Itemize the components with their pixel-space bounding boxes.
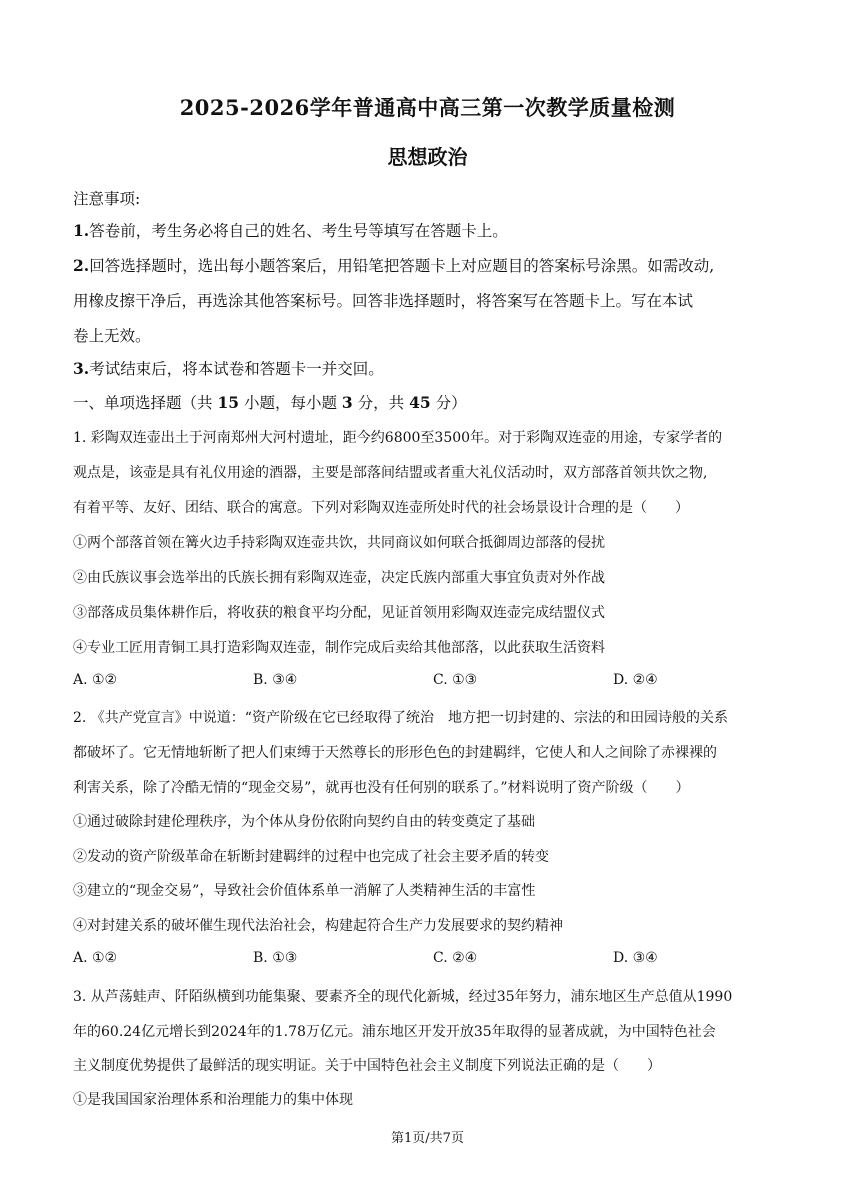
question-1-stem: 1. 彩陶双连壶出土于河南郑州大河村遗址，距今约6800至3500年。对于彩陶双连壶的用途，专家学者的 bbox=[73, 430, 723, 446]
option-b: B. ③④ bbox=[253, 672, 298, 688]
question-3-stem: 3. 从芦荡蛙声、阡陌纵横到功能集聚、要素齐全的现代化新城，经过35年努力，浦东地区生产总值从1990 bbox=[73, 989, 733, 1005]
option-c: C. ②④ bbox=[433, 950, 478, 966]
question-2-statement: ①通过破除封建伦理秩序，为个体从身份依附向契约自由的转变奠定了基础 bbox=[73, 814, 535, 830]
notice-text: 回答选择题时，选出每小题答案后，用铅笔把答题卡上对应题目的答案标号涂黑。如需改动, bbox=[89, 257, 715, 275]
question-2-statement: ④对封建关系的破坏催生现代法治社会，构建起符合生产力发展要求的契约精神 bbox=[73, 918, 563, 934]
question-1-stem: 有着平等、友好、团结、联合的寓意。下列对彩陶双连壶所处时代的社会场景设计合理的是（ ） bbox=[73, 500, 689, 516]
section-count: 15 bbox=[217, 393, 240, 412]
option-c: C. ①③ bbox=[433, 672, 478, 688]
question-3-stem: 主义制度优势提供了最鲜活的现实明证。关于中国特色社会主义制度下列说法正确的是（ ） bbox=[73, 1058, 661, 1074]
section-total: 45 bbox=[409, 393, 431, 412]
notice-text: 考试结束后，将本试卷和答题卡一并交回。 bbox=[89, 360, 384, 378]
notice-item-3 bbox=[73, 357, 384, 379]
notice-heading: 注意事项: bbox=[73, 190, 141, 208]
question-2-stem: 都破坏了。它无情地斩断了把人们束缚于天然尊长的形形色色的封建羁绊，它使人和人之间除了赤裸裸的 bbox=[73, 745, 717, 761]
section-text: 一、单项选择题（共 bbox=[73, 394, 213, 412]
exam-title: 2025-2026学年普通高中高三第一次教学质量检测 bbox=[179, 95, 676, 120]
question-1-statement: ②由氏族议事会选举出的氏族长拥有彩陶双连壶，决定氏族内部重大事宜负责对外作战 bbox=[73, 570, 605, 586]
question-3-stem: 年的60.24亿元增长到2024年的1.78万亿元。浦东地区开发开放35年取得的显著成就，为中国特色社会 bbox=[73, 1024, 716, 1040]
section-text: 分，共 bbox=[357, 394, 405, 412]
section-text: 分） bbox=[435, 394, 467, 412]
option-d: D. ③④ bbox=[613, 950, 658, 966]
question-2-stem: 2. 《共产党宣言》中说道：“资产阶级在它已经取得了统治 地方把一切封建的、宗法的和田园诗般的关系 bbox=[73, 710, 728, 726]
option-a: A. ①② bbox=[73, 672, 118, 688]
section-points: 3 bbox=[341, 393, 353, 412]
notice-text: 用橡皮擦干净后，再选涂其他答案标号。回答非选择题时，将答案写在答题卡上。写在本试 bbox=[73, 292, 694, 310]
notice-item-1 bbox=[73, 219, 508, 241]
question-1-statement: ①两个部落首领在篝火边手持彩陶双连壶共饮，共同商议如何联合抵御周边部落的侵扰 bbox=[73, 535, 605, 551]
notice-item-2 bbox=[73, 254, 714, 276]
notice-num: 1. bbox=[73, 221, 90, 240]
section-heading bbox=[73, 391, 467, 413]
notice-text: 卷上无效。 bbox=[73, 327, 151, 345]
notice-text: 答卷前，考生务必将自己的姓名、考生号等填写在答题卡上。 bbox=[89, 222, 508, 240]
question-1-stem: 观点是，该壶是具有礼仪用途的酒器，主要是部落间结盟或者重大礼仪活动时，双方部落首领共饮之物, bbox=[73, 465, 708, 481]
notice-num: 3. bbox=[73, 359, 90, 378]
notice-num: 2. bbox=[73, 256, 90, 275]
option-a: A. ①② bbox=[73, 950, 118, 966]
section-text: 小题，每小题 bbox=[243, 394, 337, 412]
question-3-statement: ①是我国国家治理体系和治理能力的集中体现 bbox=[73, 1092, 353, 1108]
option-b: B. ①③ bbox=[253, 950, 298, 966]
question-1-statement: ④专业工匠用青铜工具打造彩陶双连壶，制作完成后卖给其他部落，以此获取生活资料 bbox=[73, 640, 605, 656]
option-d: D. ②④ bbox=[613, 672, 658, 688]
question-2-statement: ②发动的资产阶级革命在斩断封建羁绊的过程中也完成了社会主要矛盾的转变 bbox=[73, 849, 549, 865]
question-1-statement: ③部落成员集体耕作后，将收获的粮食平均分配，见证首领用彩陶双连壶完成结盟仪式 bbox=[73, 605, 605, 621]
question-2-stem: 利害关系，除了冷酷无情的“现金交易”，就再也没有任何别的联系了。”材料说明了资产阶级（ ） bbox=[73, 780, 690, 796]
question-2-statement: ③建立的“现金交易”，导致社会价值体系单一消解了人类精神生活的丰富性 bbox=[73, 883, 536, 899]
page-footer: 第1页/共7页 bbox=[391, 1131, 464, 1146]
subject-title: 思想政治 bbox=[387, 145, 468, 169]
